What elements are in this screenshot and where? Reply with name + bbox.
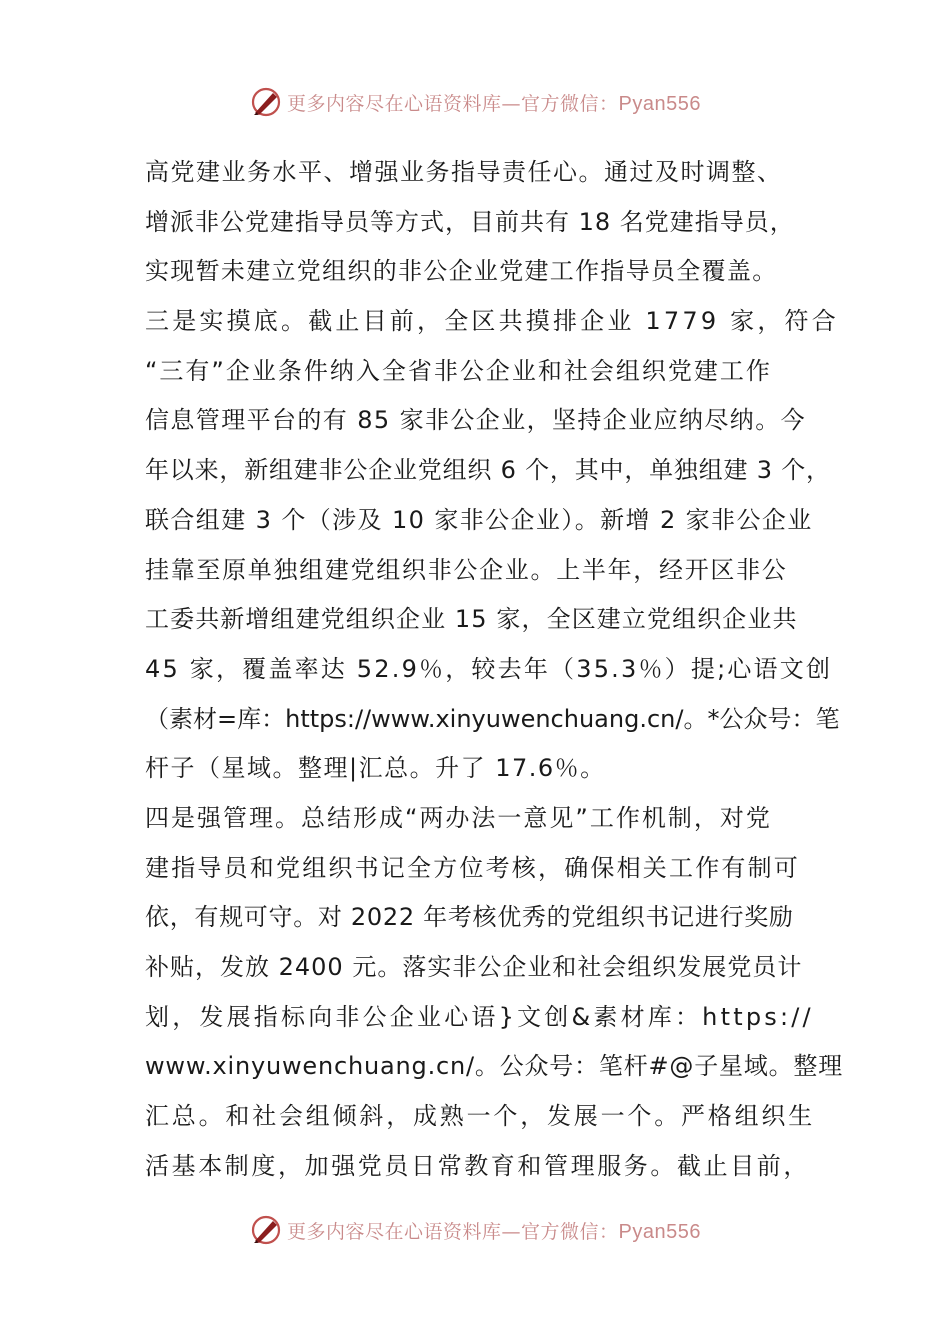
text-line: 45 家，覆盖率达 52.9％，较去年（35.3％）提;心语文创 [145, 654, 833, 683]
text-line: “三有”企业条件纳入全省非公企业和社会组织党建工作 [145, 356, 772, 385]
text-line: www.xinyuwenchuang.cn/。公众号：笔杆#@子星域。整理 [145, 1052, 844, 1081]
pen-logo-icon [249, 85, 283, 119]
text-line: （素材=库：https://www.xinyuwenchuang.cn/。*公众号：笔 [145, 704, 840, 733]
header-banner [0, 80, 950, 124]
text-line: 信息管理平台的有 85 家非公企业，坚持企业应纳尽纳。今 [145, 406, 806, 435]
text-line: 实现暂未建立党组织的非公企业党建工作指导员全覆盖。 [145, 257, 778, 286]
footer-wechat-id: Pyan556 [618, 1220, 701, 1243]
pen-logo-icon [249, 1213, 283, 1247]
text-line: 高党建业务水平、增强业务指导责任心。通过及时调整、 [145, 158, 783, 186]
footer-banner-text: 更多内容尽在心语资料库—官方微信：Pyan556 [287, 1220, 701, 1243]
text-line: 工委共新增组建党组织企业 15 家，全区建立党组织企业共 [145, 605, 798, 634]
text-line: 挂靠至原单独组建党组织非公企业。上半年，经开区非公 [145, 555, 788, 584]
text-line: 杆子（星域。整理|汇总。升了 17.6％。 [145, 754, 606, 783]
text-line: 建指导员和党组织书记全方位考核，确保相关工作有制可 [145, 853, 800, 882]
text-line: 补贴，发放 2400 元。落实非公企业和社会组织发展党员计 [145, 953, 803, 981]
header-banner-text: 更多内容尽在心语资料库—官方微信：Pyan556 [287, 92, 701, 115]
text-line: 增派非公党建指导员等方式，目前共有 18 名党建指导员， [145, 207, 795, 236]
text-line: 依，有规可守。对 2022 年考核优秀的党组织书记进行奖励 [145, 903, 794, 932]
text-line: 年以来，新组建非公企业党组织 6 个，其中，单独组建 3 个， [145, 456, 831, 485]
text-line: 联合组建 3 个（涉及 10 家非公企业）。新增 2 家非公企业 [145, 505, 813, 534]
header-wechat-id: Pyan556 [618, 92, 701, 115]
footer-banner [0, 1208, 950, 1252]
text-line: 划，发展指标向非公企业心语}文创&素材库：https:// [145, 1002, 814, 1031]
text-line: 四是强管理。总结形成“两办法一意见”工作机制，对党 [145, 803, 772, 832]
text-line: 三是实摸底。截止目前，全区共摸排企业 1779 家，符合 [145, 307, 839, 336]
document-body [145, 148, 844, 1191]
text-line: 汇总。和社会组倾斜，成熟一个，发展一个。严格组织生 [145, 1102, 815, 1131]
text-line: 活基本制度，加强党员日常教育和管理服务。截止目前， [145, 1151, 810, 1180]
